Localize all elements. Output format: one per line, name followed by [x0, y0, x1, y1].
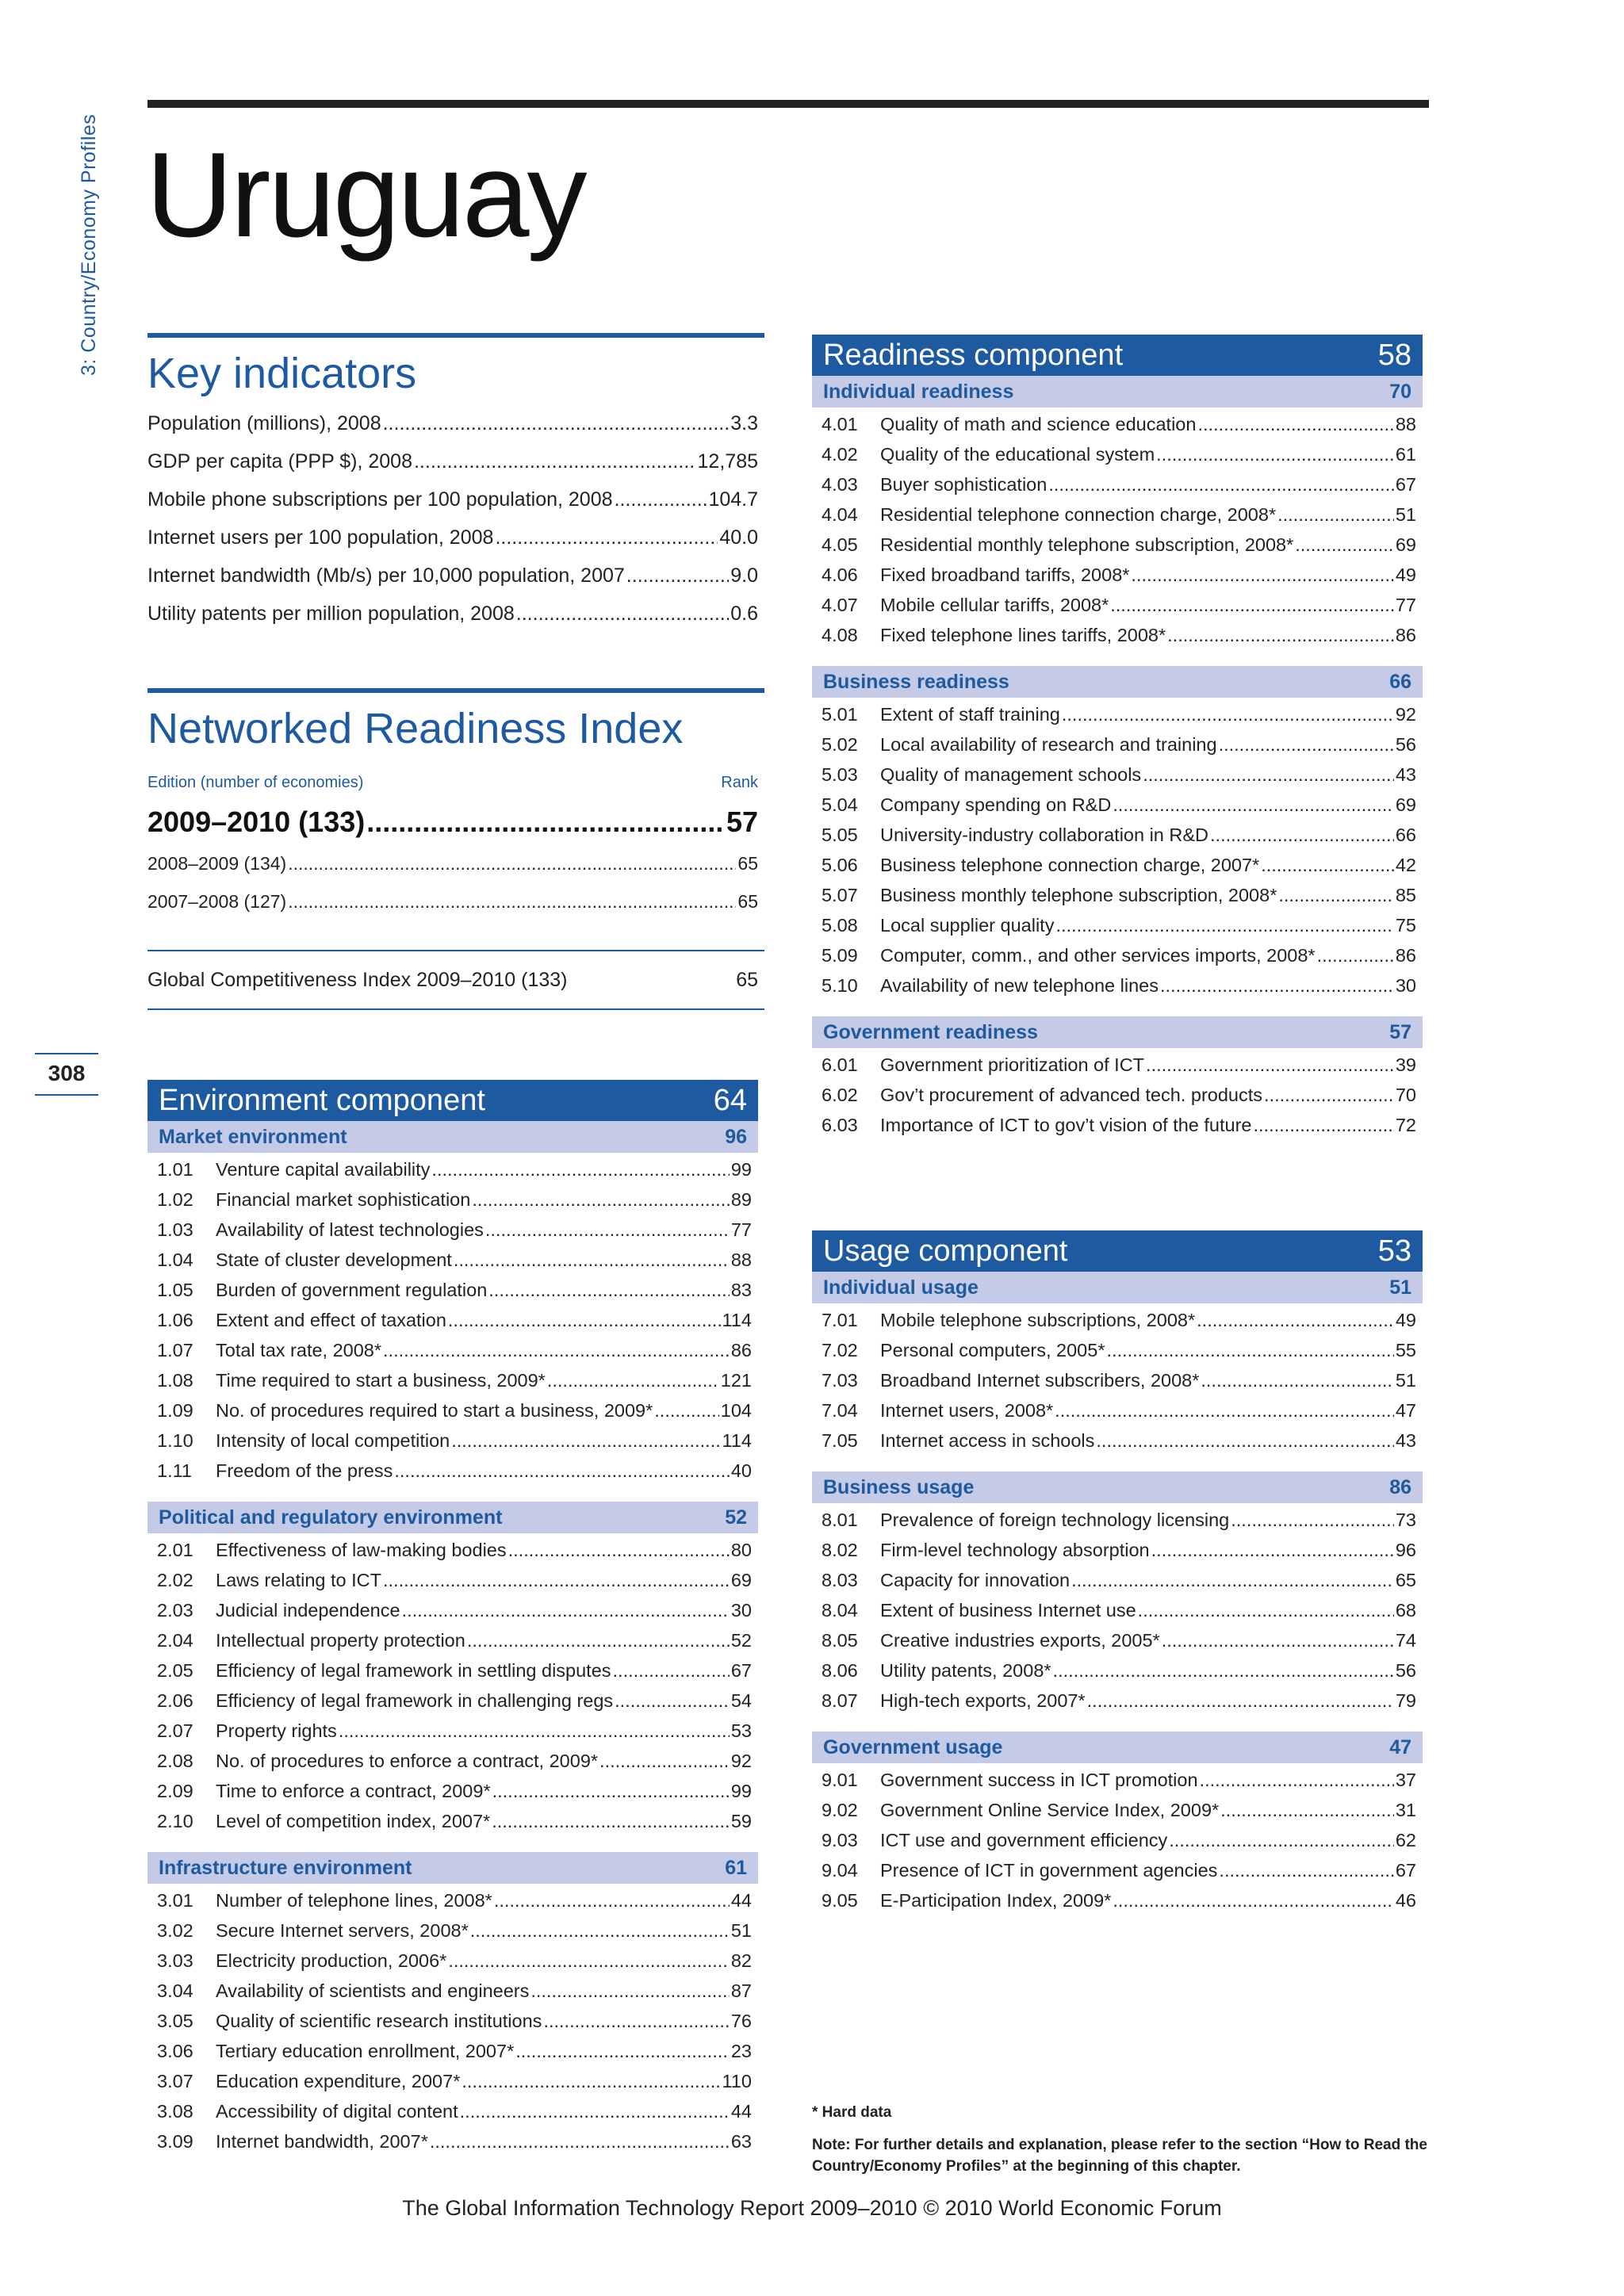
key-indicator-value: 104.7: [708, 488, 758, 511]
indicator-row: 6.03 Importance of ICT to gov’t vision of the future ..... 72: [812, 1115, 1423, 1145]
indicator-row: 8.03 Capacity for innovation ..... 65: [812, 1570, 1423, 1600]
indicator-row: 5.01 Extent of staff training ..... 92: [812, 704, 1423, 734]
indicator-row: 1.06 Extent and effect of taxation ..... 114: [147, 1310, 758, 1340]
indicator-row: 8.01 Prevalence of foreign technology licensing ..... 73: [812, 1510, 1423, 1540]
indicator-row: 8.05 Creative industries exports, 2005* ..... 74: [812, 1630, 1423, 1660]
indicator-row: 7.03 Broadband Internet subscribers, 2008* ..... 51: [812, 1370, 1423, 1400]
key-indicators-title: Key indicators: [147, 350, 417, 397]
nri-current-label: 2009–2010 (133): [147, 806, 366, 838]
indicator-row: 7.01 Mobile telephone subscriptions, 2008* ..... 49: [812, 1310, 1423, 1340]
indicator-row: 3.07 Education expenditure, 2007* ..... 110: [147, 2071, 758, 2101]
indicator-row: 9.03 ICT use and government efficiency ..... 62: [812, 1830, 1423, 1860]
indicator-row: 4.08 Fixed telephone lines tariffs, 2008* ..... 86: [812, 625, 1423, 655]
key-indicator-row: [147, 564, 758, 603]
key-indicators-rule: [147, 333, 764, 338]
page-number-rule-bottom: [35, 1094, 98, 1096]
indicator-row: 3.02 Secure Internet servers, 2008* ..... 51: [147, 1920, 758, 1950]
indicator-row: 5.03 Quality of management schools ..... 43: [812, 764, 1423, 794]
subsection-header: Individual readiness 70: [812, 376, 1423, 408]
indicator-row: 8.04 Extent of business Internet use ..... 68: [812, 1600, 1423, 1630]
key-indicator-row: [147, 603, 758, 641]
indicator-row: 9.01 Government success in ICT promotion ..... 37: [812, 1770, 1423, 1800]
indicator-row: 4.07 Mobile cellular tariffs, 2008* ..... 77: [812, 595, 1423, 625]
indicator-row: 3.01 Number of telephone lines, 2008* ..... 44: [147, 1890, 758, 1920]
usage-component: [812, 1230, 1423, 1920]
nri-rank-label: Rank: [721, 774, 758, 791]
indicator-row: 1.05 Burden of government regulation ..... 83: [147, 1280, 758, 1310]
country-title: Uruguay: [146, 128, 585, 262]
indicator-row: 8.02 Firm-level technology absorption ..... 96: [812, 1540, 1423, 1570]
indicator-row: 1.08 Time required to start a business, 2009* ..... 121: [147, 1370, 758, 1400]
indicator-row: 2.09 Time to enforce a contract, 2009* ..... 99: [147, 1781, 758, 1811]
subsection-header: Government readiness 57: [812, 1016, 1423, 1048]
indicator-row: 6.02 Gov’t procurement of advanced tech. products ..... 70: [812, 1085, 1423, 1115]
indicator-row: 3.04 Availability of scientists and engineers ..... 87: [147, 1980, 758, 2011]
key-indicator-value: 0.6: [730, 603, 758, 625]
indicator-row: 5.07 Business monthly telephone subscription, 2008* ..... 85: [812, 885, 1423, 915]
indicator-row: 5.06 Business telephone connection charge, 2007* ..... 42: [812, 855, 1423, 885]
key-indicator-row: [147, 488, 758, 526]
section-side-label: 3: Country/Economy Profiles: [78, 113, 100, 376]
indicator-row: 6.01 Government prioritization of ICT ..... 39: [812, 1054, 1423, 1085]
indicator-row: 4.02 Quality of the educational system ..... 61: [812, 444, 1423, 474]
key-indicator-value: 40.0: [719, 526, 758, 549]
environment-component: [147, 1080, 758, 2161]
key-indicators-list: [147, 412, 758, 641]
indicator-row: 4.05 Residential monthly telephone subscription, 2008* ..... 69: [812, 534, 1423, 564]
gci-label: Global Competitiveness Index 2009–2010 (133): [147, 969, 568, 991]
indicator-row: 5.04 Company spending on R&D ..... 69: [812, 794, 1423, 825]
page-number-box: [35, 1053, 98, 1096]
key-indicator-label: GDP per capita (PPP $), 2008: [147, 450, 412, 473]
indicator-row: 2.02 Laws relating to ICT ..... 69: [147, 1570, 758, 1600]
indicator-row: 2.08 No. of procedures to enforce a contract, 2009* ..... 92: [147, 1751, 758, 1781]
indicator-row: 4.06 Fixed broadband tariffs, 2008* ..... 49: [812, 564, 1423, 595]
key-indicator-label: Internet users per 100 population, 2008: [147, 526, 494, 549]
indicator-row: 2.04 Intellectual property protection ..... 52: [147, 1630, 758, 1660]
indicator-row: 2.01 Effectiveness of law-making bodies ..... 80: [147, 1540, 758, 1570]
indicator-row: 2.06 Efficiency of legal framework in challenging regs ..... 54: [147, 1690, 758, 1720]
component-header: Usage component 53: [812, 1230, 1423, 1272]
indicator-row: 4.03 Buyer sophistication ..... 67: [812, 474, 1423, 504]
key-indicator-row: [147, 526, 758, 564]
nri-edition-row: [147, 853, 758, 874]
key-indicator-row: [147, 412, 758, 450]
key-indicator-value: 9.0: [730, 564, 758, 587]
indicator-row: 3.03 Electricity production, 2006* ..... 82: [147, 1950, 758, 1980]
indicator-row: 3.09 Internet bandwidth, 2007* ..... 63: [147, 2131, 758, 2161]
indicator-row: 2.07 Property rights ..... 53: [147, 1720, 758, 1751]
indicator-row: 1.07 Total tax rate, 2008* ..... 86: [147, 1340, 758, 1370]
key-indicator-value: 3.3: [730, 412, 758, 434]
nri-edition-label: Edition (number of economies): [147, 774, 364, 791]
nri-current-edition: [147, 806, 758, 839]
page-number: 308: [48, 1061, 86, 1085]
nri-current-rank: 57: [726, 806, 758, 838]
component-header: Environment component 64: [147, 1080, 758, 1121]
subsection-header: Government usage 47: [812, 1732, 1423, 1763]
nri-header: [147, 774, 758, 792]
key-indicator-label: Mobile phone subscriptions per 100 population, 2008: [147, 488, 613, 511]
gci-rule-top: [147, 950, 764, 951]
subsection-header: Infrastructure environment 61: [147, 1852, 758, 1884]
indicator-row: 1.10 Intensity of local competition ..... 114: [147, 1430, 758, 1460]
gci-rule-bottom: [147, 1008, 764, 1010]
subsection-header: Market environment 96: [147, 1121, 758, 1153]
gci-row: [147, 969, 758, 992]
indicator-row: 9.05 E-Participation Index, 2009* ..... 46: [812, 1890, 1423, 1920]
component-header: Readiness component 58: [812, 335, 1423, 376]
indicator-row: 8.06 Utility patents, 2008* ..... 56: [812, 1660, 1423, 1690]
indicator-row: 4.04 Residential telephone connection charge, 2008* ..... 51: [812, 504, 1423, 534]
subsection-header: Business readiness 66: [812, 666, 1423, 698]
gci-rank: 65: [736, 969, 758, 991]
indicator-row: 2.03 Judicial independence ..... 30: [147, 1600, 758, 1630]
subsection-header: Individual usage 51: [812, 1272, 1423, 1303]
indicator-row: 1.03 Availability of latest technologies ..... 77: [147, 1219, 758, 1249]
indicator-row: 5.02 Local availability of research and training ..... 56: [812, 734, 1423, 764]
indicator-row: 8.07 High-tech exports, 2007* ..... 79: [812, 1690, 1423, 1720]
indicator-row: 7.02 Personal computers, 2005* ..... 55: [812, 1340, 1423, 1370]
indicator-row: 2.10 Level of competition index, 2007* ..... 59: [147, 1811, 758, 1841]
indicator-row: 5.10 Availability of new telephone lines ..... 30: [812, 975, 1423, 1005]
key-indicator-label: Population (millions), 2008: [147, 412, 381, 434]
indicator-row: 3.06 Tertiary education enrollment, 2007* ..... 23: [147, 2041, 758, 2071]
key-indicator-row: [147, 450, 758, 488]
indicator-row: 7.04 Internet users, 2008* ..... 47: [812, 1400, 1423, 1430]
top-rule: [147, 100, 1429, 108]
nri-rule: [147, 688, 764, 693]
indicator-row: 5.05 University-industry collaboration in R&D ..... 66: [812, 825, 1423, 855]
subsection-header: Political and regulatory environment 52: [147, 1502, 758, 1533]
subsection-header: Business usage 86: [812, 1471, 1423, 1503]
readiness-component: [812, 335, 1423, 1145]
indicator-row: 1.01 Venture capital availability ..... 99: [147, 1159, 758, 1189]
nri-edition-row-label: 2008–2009 (134): [147, 853, 287, 874]
key-indicator-label: Internet bandwidth (Mb/s) per 10,000 population, 2007: [147, 564, 625, 587]
indicator-row: 5.08 Local supplier quality ..... 75: [812, 915, 1423, 945]
indicator-row: 4.01 Quality of math and science education ..... 88: [812, 414, 1423, 444]
indicator-row: 2.05 Efficiency of legal framework in settling disputes ..... 67: [147, 1660, 758, 1690]
nri-title: Networked Readiness Index: [147, 705, 684, 752]
nri-edition-row: [147, 891, 758, 913]
indicator-row: 1.02 Financial market sophistication ..... 89: [147, 1189, 758, 1219]
indicator-row: 5.09 Computer, comm., and other services imports, 2008* ..... 86: [812, 945, 1423, 975]
indicator-row: 1.09 No. of procedures required to start a business, 2009* ..... 104: [147, 1400, 758, 1430]
nri-edition-row-label: 2007–2008 (127): [147, 891, 287, 912]
indicator-row: 3.05 Quality of scientific research institutions ..... 76: [147, 2011, 758, 2041]
indicator-row: 3.08 Accessibility of digital content ..... 44: [147, 2101, 758, 2131]
page-footer: The Global Information Technology Report 2009–2010 © 2010 World Economic Forum: [402, 2196, 1222, 2220]
indicator-row: 7.05 Internet access in schools ..... 43: [812, 1430, 1423, 1460]
indicator-row: 1.04 State of cluster development ..... 88: [147, 1249, 758, 1280]
nri-edition-row-rank: 65: [737, 853, 758, 874]
nri-edition-row-rank: 65: [737, 891, 758, 912]
explanation-note: Note: For further details and explanation, please refer to the section “How to Read the Country/Economy Profiles” at the beginning of this chapter.: [812, 2137, 1427, 2175]
indicator-row: 9.04 Presence of ICT in government agencies ..... 67: [812, 1860, 1423, 1890]
key-indicator-label: Utility patents per million population, 2008: [147, 603, 515, 625]
indicator-row: 9.02 Government Online Service Index, 2009* ..... 31: [812, 1800, 1423, 1830]
indicator-row: 1.11 Freedom of the press ..... 40: [147, 1460, 758, 1490]
hard-data-note: * Hard data: [812, 2104, 892, 2121]
key-indicator-value: 12,785: [697, 450, 758, 473]
